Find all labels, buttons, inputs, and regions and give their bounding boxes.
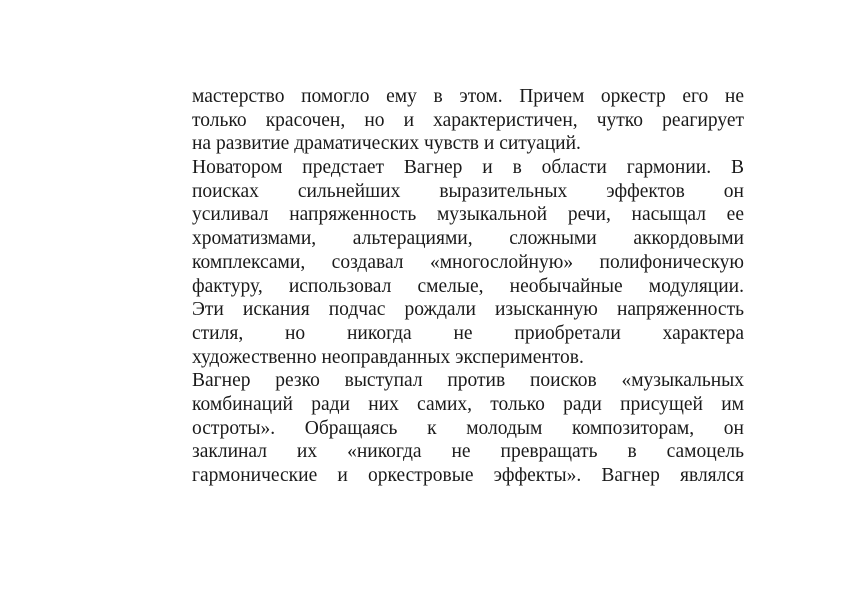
paragraph-2 [192, 156, 744, 369]
text-line: художественно неоправданных экспериментов. [192, 346, 584, 368]
text-line: Вагнер резко выступал против поисков «музыкальных [192, 370, 744, 392]
text-line: на развитие драматических чувств и ситуаций. [192, 133, 581, 155]
text-line: комбинаций ради них самих, только ради присущей им [192, 393, 744, 415]
text-line: фактуру, использовал смелые, необычайные модуляции. [192, 275, 744, 297]
text-line: стиля, но никогда не приобретали характера [192, 322, 744, 344]
text-line: Новатором предстает Вагнер и в области гармонии. В [192, 157, 744, 179]
text-line: усиливал напряженность музыкальной речи, насыщал ее [192, 204, 744, 226]
text-line: заклинал их «никогда не превращать в самоцель [192, 441, 744, 463]
text-line: поисках сильнейших выразительных эффектов он [192, 180, 744, 202]
text-line: мастерство помогло ему в этом. Причем оркестр его не [192, 86, 744, 107]
text-line: хроматизмами, альтерациями, сложными аккордовыми [192, 228, 744, 250]
text-line: комплексами, создавал «многослойную» полифоническую [192, 251, 744, 273]
text-line: гармонические и оркестровые эффекты». Вагнер являлся [192, 465, 744, 486]
text-line: только красочен, но и характеристичен, чутко реагирует [192, 109, 744, 131]
paragraph-1 [192, 85, 744, 156]
text-line: Эти искания подчас рождали изысканную напряженность [192, 299, 744, 321]
paragraph-3 [192, 369, 744, 487]
body-text [192, 85, 744, 488]
text-line: остроты». Обращаясь к молодым композиторам, он [192, 417, 744, 439]
